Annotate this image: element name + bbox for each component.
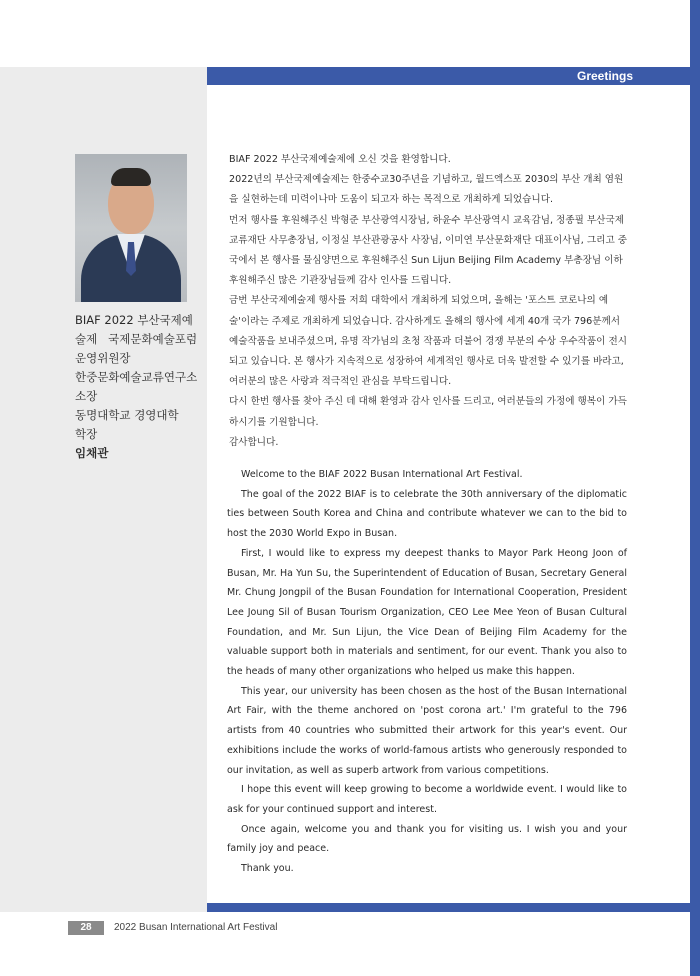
publication-title: 2022 Busan International Art Festival bbox=[114, 922, 278, 933]
english-paragraph: The goal of the 2022 BIAF is to celebrate the 30th anniversary of the diplomatic ties between South Korea and China and contribute whatever we can to the bid to host the 2030 World Expo in Busan. bbox=[227, 488, 627, 540]
author-name: 임채관 bbox=[75, 446, 109, 460]
korean-paragraph: 다시 한번 행사를 찾아 주신 데 대해 환영과 감사 인사를 드리고, 여러분들의 가정에 행복이 가득하시기를 기원합니다. bbox=[229, 396, 627, 428]
korean-paragraph: BIAF 2022 부산국제예술제에 오신 것을 환영합니다. bbox=[229, 154, 451, 165]
section-title: Greetings bbox=[576, 69, 633, 83]
english-paragraph: I hope this event will keep growing to become a worldwide event. I would like to ask for your continued support and interest. bbox=[227, 784, 627, 815]
author-bio bbox=[75, 311, 200, 463]
korean-paragraph: 감사합니다. bbox=[229, 436, 279, 448]
english-paragraph: Welcome to the BIAF 2022 Busan International Art Festival. bbox=[241, 469, 523, 480]
english-paragraph: First, I would like to express my deepest thanks to Mayor Park Heong Joon of Busan, Mr. Ha Yun Su, the Superintendent of Education of Busan, Secretary General Mr. Chung Jongpil of the Busan Foundation for International Cooperation, President Lee Joung Sil of Busan Tourism Organization, CEO Lee Mee Yeon of Busan Cultural Foundation, and Mr. Sun Lijun, the Vice Dean of Beijing Film Academy for the valuable support both in materials and sentiment, for our event. Thank you also to the heads of many other organizations who helped us make this happen. bbox=[227, 547, 627, 678]
korean-paragraph: 먼저 행사를 후원해주신 박형준 부산광역시장님, 하윤수 부산광역시 교육감님, 정종필 부산국제교류재단 사무총장님, 이정실 부산관광공사 사장님, 이미연 부산문화재단 대표이사님, 그리고 중국에서 본 행사를 물심양면으로 후원해주신 Sun Lijun Beijing Film Academy 부총장님 이하 후원해주신 많은 기관장님들께 감사 인사를 드립니다. bbox=[229, 214, 628, 287]
bio-line: BIAF 2022 부산국제예 bbox=[75, 313, 193, 327]
page-footer bbox=[68, 921, 277, 935]
bio-line: 학장 bbox=[75, 427, 98, 441]
korean-greeting bbox=[229, 150, 629, 453]
bio-line: 동명대학교 경영대학 bbox=[75, 408, 179, 422]
english-paragraph: Once again, welcome you and thank you for visiting us. I wish you and your family joy and peace. bbox=[227, 823, 627, 855]
bio-line: 술제 국제문화예술포럼 bbox=[75, 332, 198, 346]
english-greeting bbox=[227, 465, 627, 879]
right-edge-stripe bbox=[690, 0, 700, 976]
korean-paragraph: 금번 부산국제예술제 행사를 저희 대학에서 개최하게 되었으며, 올해는 '포스트 코로나의 예술'이라는 주제로 개최하게 되었습니다. 감사하게도 올해의 행사에 세계 40개 국가 796분께서 예술작품을 보내주셨으며, 유명 작가님의 초청 작품과 더불어 경쟁 부분의 수상 우수작품이 전시되고 있습니다. 본 행사가 지속적으로 성장하여 세계적인 행사로 더욱 발전할 수 있기를 바라고, 여러분의 많은 사랑과 적극적인 관심을 부탁드립니다. bbox=[229, 295, 628, 388]
english-paragraph: Thank you. bbox=[241, 863, 294, 875]
bio-line: 운영위원장 bbox=[75, 351, 131, 365]
bio-line: 한중문화예술교류연구소 bbox=[75, 370, 198, 384]
korean-paragraph: 2022년의 부산국제예술제는 한중수교30주년을 기념하고, 월드엑스포 2030의 부산 개최 염원을 실현하는데 미력이나마 도움이 되고자 하는 목적으로 개최하게 되었습니다. bbox=[229, 174, 624, 206]
section-footer-bar bbox=[207, 903, 690, 912]
portrait-photo bbox=[75, 154, 187, 302]
bio-line: 소장 bbox=[75, 389, 98, 403]
english-paragraph: This year, our university has been chosen as the host of the Busan International Art Fair, with the theme anchored on 'post corona art.' I'm grateful to the 796 artists from 40 countries who submitted their artwork for this year's event. Our exhibitions include the works of world-famous artists who generously responded to our invitation, as well as superb artwork from various competitions. bbox=[227, 685, 627, 776]
page-number: 28 bbox=[68, 921, 104, 935]
